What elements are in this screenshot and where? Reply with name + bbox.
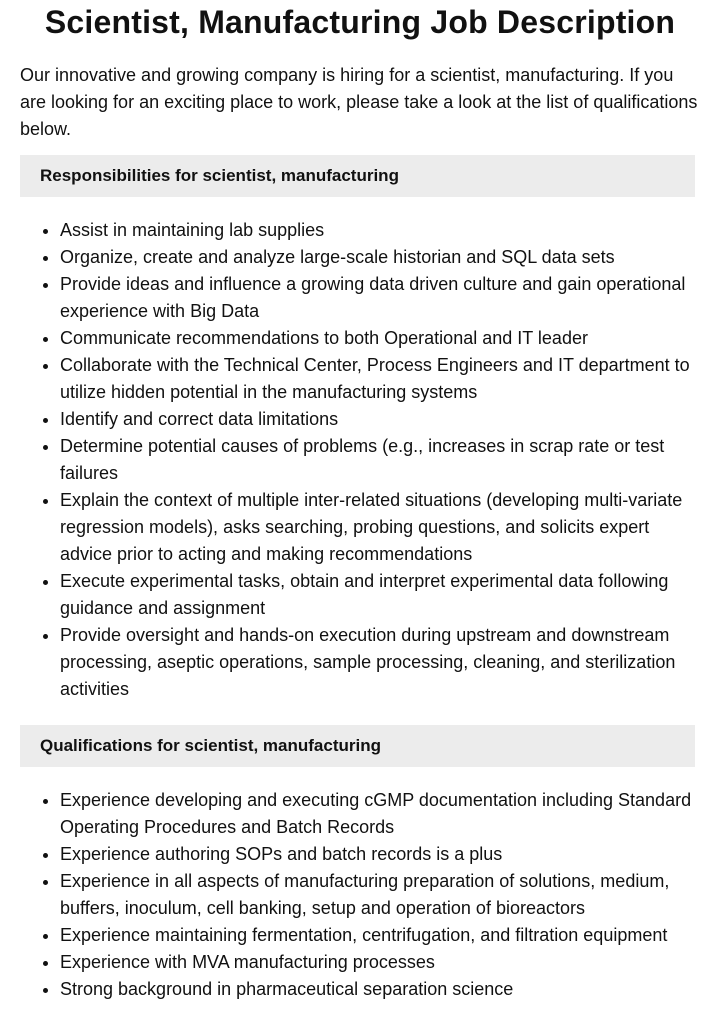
responsibilities-heading: Responsibilities for scientist, manufacturing xyxy=(20,155,695,197)
list-item: • Experience maintaining fermentation, centrifugation, and filtration equipment xyxy=(60,922,700,949)
list-item: • Experience with MVA manufacturing processes xyxy=(60,949,700,976)
list-item: • Experience developing and executing cGMP documentation including Standard Operating Procedures and Batch Records xyxy=(60,787,700,841)
list-item: • Explain the context of multiple inter-related situations (developing multi-variate regression models), asks searching, probing questions, and solicits expert advice prior to acting and making recommendations xyxy=(60,487,700,568)
list-item: • Execute experimental tasks, obtain and interpret experimental data following guidance and assignment xyxy=(60,568,700,622)
qualifications-list xyxy=(20,787,700,1003)
responsibilities-list xyxy=(20,217,700,703)
list-item: • Communicate recommendations to both Operational and IT leader xyxy=(60,325,700,352)
list-item: • Identify and correct data limitations xyxy=(60,406,700,433)
list-item: • Organize, create and analyze large-scale historian and SQL data sets xyxy=(60,244,700,271)
page-title: Scientist, Manufacturing Job Description xyxy=(44,4,676,40)
list-item: • Strong background in pharmaceutical separation science xyxy=(60,976,700,1003)
list-item: • Assist in maintaining lab supplies xyxy=(60,217,700,244)
list-item: • Experience authoring SOPs and batch records is a plus xyxy=(60,841,700,868)
list-item: • Provide ideas and influence a growing data driven culture and gain operational experience with Big Data xyxy=(60,271,700,325)
qualifications-heading: Qualifications for scientist, manufacturing xyxy=(20,725,695,767)
list-item: • Experience in all aspects of manufacturing preparation of solutions, medium, buffers, inoculum, cell banking, setup and operation of bioreactors xyxy=(60,868,700,922)
intro-paragraph: Our innovative and growing company is hiring for a scientist, manufacturing. If you are looking for an exciting place to work, please take a look at the list of qualifications below. xyxy=(20,65,698,139)
list-item: • Provide oversight and hands-on execution during upstream and downstream processing, aseptic operations, sample processing, cleaning, and sterilization activities xyxy=(60,622,700,703)
list-item: • Collaborate with the Technical Center, Process Engineers and IT department to utilize hidden potential in the manufacturing systems xyxy=(60,352,700,406)
list-item: • Determine potential causes of problems (e.g., increases in scrap rate or test failures xyxy=(60,433,700,487)
